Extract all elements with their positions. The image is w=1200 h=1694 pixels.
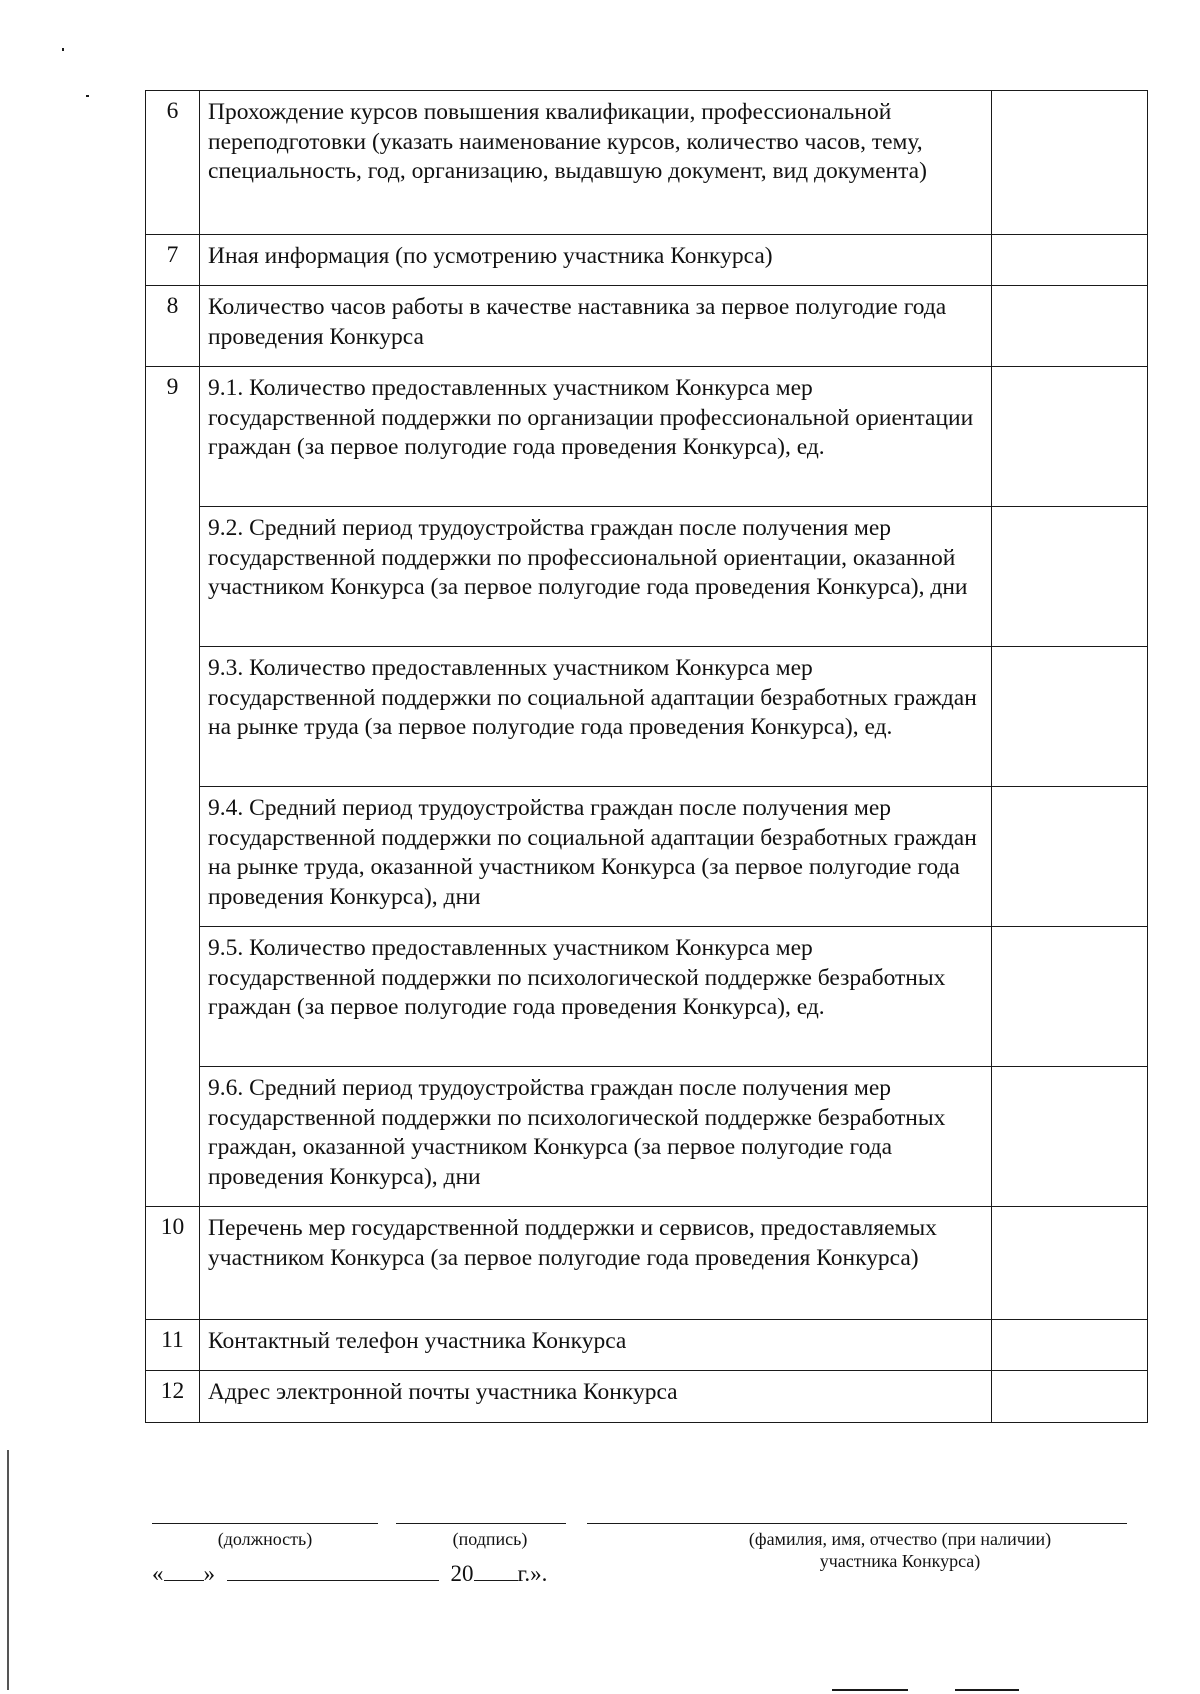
table-row <box>146 1067 1148 1207</box>
full-name-caption-line2: участника Конкурса) <box>819 1551 981 1571</box>
date-line <box>152 1560 547 1587</box>
row-text: 9.1. Количество предоставленных участником Конкурса мер государственной поддержки по организации профессиональной ориентации граждан (за первое полугодие года проведения Конкурса), ед. <box>200 367 992 507</box>
row-text: Иная информация (по усмотрению участника Конкурса) <box>200 235 992 286</box>
row-text: 9.4. Средний период трудоустройства граждан после получения мер государственной поддержки по социальной адаптации безработных граждан на рынке труда, оказанной участником Конкурса (за первое полугодие года проведения Конкурса), дни <box>200 787 992 927</box>
year-blank[interactable] <box>474 1560 518 1581</box>
scan-bottom-mark <box>955 1689 1019 1691</box>
table-row <box>146 286 1148 367</box>
row-text: Количество часов работы в качестве наставника за первое полугодие года проведения Конкурса <box>200 286 992 367</box>
full-name-line[interactable] <box>587 1523 1127 1524</box>
row-value-cell[interactable] <box>992 507 1148 647</box>
table-row <box>146 1207 1148 1320</box>
table-row <box>146 507 1148 647</box>
date-open-quote: « <box>152 1561 164 1586</box>
row-text: 9.6. Средний период трудоустройства граждан после получения мер государственной поддержки по психологической поддержке безработных граждан, оказанной участником Конкурса (за первое полугодие года проведения Конкурса), дни <box>200 1067 992 1207</box>
signature-caption: (подпись) <box>452 1529 528 1549</box>
row-number: 9 <box>146 367 200 507</box>
table-row <box>146 367 1148 507</box>
month-blank[interactable] <box>227 1560 439 1581</box>
row-value-cell[interactable] <box>992 91 1148 235</box>
scan-edge-mark <box>7 1450 9 1690</box>
row-text: 9.3. Количество предоставленных участником Конкурса мер государственной поддержки по социальной адаптации безработных граждан на рынке труда (за первое полугодие года проведения Конкурса), ед. <box>200 647 992 787</box>
table-row <box>146 235 1148 286</box>
row-number <box>146 787 200 927</box>
signature-line[interactable] <box>396 1523 566 1524</box>
year-prefix: 20 <box>450 1561 474 1586</box>
scan-dot <box>86 95 89 97</box>
table-row <box>146 647 1148 787</box>
row-value-cell[interactable] <box>992 1320 1148 1371</box>
row-value-cell[interactable] <box>992 787 1148 927</box>
position-caption: (должность) <box>217 1529 313 1549</box>
row-number: 11 <box>146 1320 200 1371</box>
table-row <box>146 787 1148 927</box>
table-row <box>146 1320 1148 1371</box>
row-number: 12 <box>146 1371 200 1423</box>
row-value-cell[interactable] <box>992 286 1148 367</box>
scan-bottom-mark <box>832 1689 908 1691</box>
row-number: 10 <box>146 1207 200 1320</box>
position-line[interactable] <box>152 1523 378 1524</box>
day-blank[interactable] <box>164 1560 204 1581</box>
table-row <box>146 91 1148 235</box>
row-text: 9.2. Средний период трудоустройства граждан после получения мер государственной поддержки по профессиональной ориентации, оказанной участником Конкурса (за первое полугодие года проведения Конкурса), дни <box>200 507 992 647</box>
table-row <box>146 1371 1148 1423</box>
row-value-cell[interactable] <box>992 1207 1148 1320</box>
row-text: Контактный телефон участника Конкурса <box>200 1320 992 1371</box>
row-number <box>146 927 200 1067</box>
row-number: 6 <box>146 91 200 235</box>
row-value-cell[interactable] <box>992 927 1148 1067</box>
application-form-table <box>145 90 1148 1423</box>
row-value-cell[interactable] <box>992 367 1148 507</box>
row-number <box>146 1067 200 1207</box>
row-value-cell[interactable] <box>992 1067 1148 1207</box>
scan-dot <box>62 48 64 51</box>
table-row <box>146 927 1148 1067</box>
row-text: 9.5. Количество предоставленных участником Конкурса мер государственной поддержки по психологической поддержке безработных граждан (за первое полугодие года проведения Конкурса), ед. <box>200 927 992 1067</box>
date-close-quote: » <box>203 1561 215 1586</box>
full-name-caption-line1: (фамилия, имя, отчество (при наличии) <box>748 1529 1052 1549</box>
date-suffix: г.». <box>517 1561 548 1586</box>
row-text: Прохождение курсов повышения квалификации, профессиональной переподготовки (указать наименование курсов, количество часов, тему, специальность, год, организацию, выдавшую документ, вид документа) <box>200 91 992 235</box>
row-value-cell[interactable] <box>992 1371 1148 1423</box>
row-value-cell[interactable] <box>992 647 1148 787</box>
row-value-cell[interactable] <box>992 235 1148 286</box>
row-text: Перечень мер государственной поддержки и сервисов, предоставляемых участником Конкурса (за первое полугодие года проведения Конкурса) <box>200 1207 992 1320</box>
row-number <box>146 507 200 647</box>
row-number: 8 <box>146 286 200 367</box>
row-number: 7 <box>146 235 200 286</box>
row-number <box>146 647 200 787</box>
row-text: Адрес электронной почты участника Конкурса <box>200 1371 992 1423</box>
